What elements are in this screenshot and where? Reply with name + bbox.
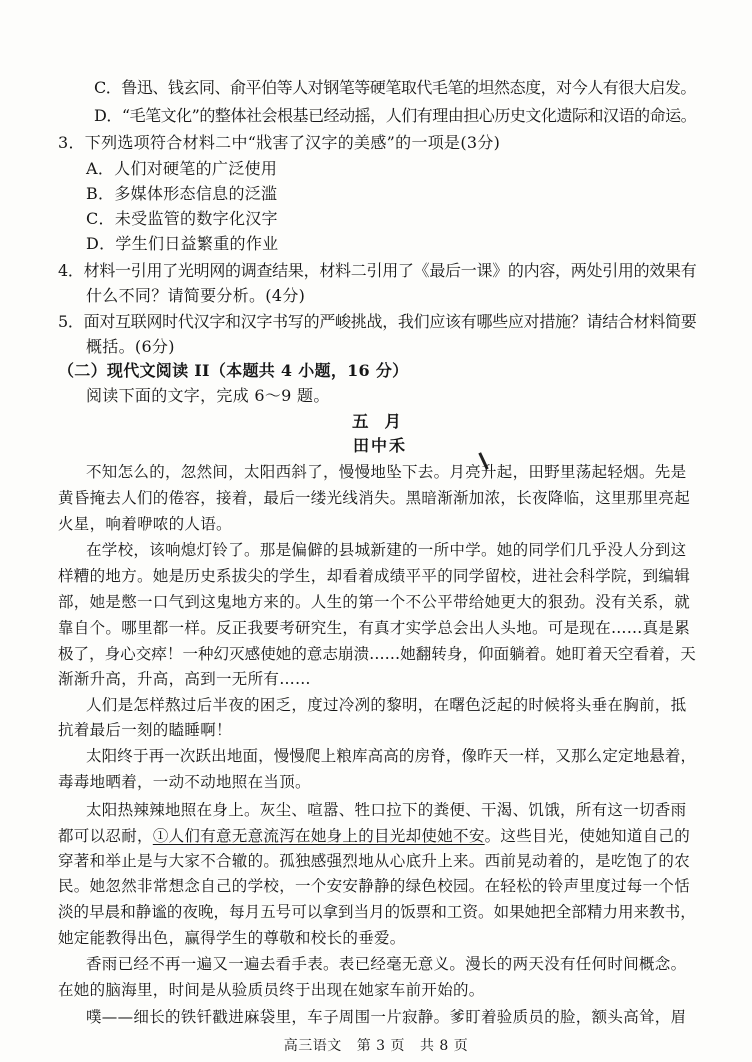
- p7-line1: 噗——细长的铁钎戳进麻袋里，车子周围一片寂静。爹盯着验质员的脸，额头高耸，眉: [86, 1008, 687, 1026]
- p2-line5: 极了，身心交瘁！一种幻灭感使她的意志崩溃……她翻转身，仰面躺着。她盯着天空看着，天: [58, 645, 696, 663]
- p1-line2: 黄昏掩去人们的倦容，接着，最后一缕光线消失。黑暗渐渐加浓，长夜降临，这里那里亮起: [58, 489, 691, 507]
- section-instruction: 阅读下面的文字，完成 6～9 题。: [86, 386, 330, 405]
- footer-subject: 高三语文: [283, 1038, 342, 1054]
- p4-line2: 毒毒地晒着，一动不动地照在当顶。: [58, 773, 311, 791]
- p6-line2: 在她的脑海里，时间是从验质员终于出现在她家车前开始的。: [58, 981, 485, 999]
- q4-line1: 4．材料一引用了光明网的调查结果，材料二引用了《最后一课》的内容，两处引用的效果有: [58, 261, 697, 280]
- p5-line2-pre: 都可以忍耐，: [58, 827, 153, 845]
- q2-option-c: C．鲁迅、钱玄同、俞平伯等人对钢笔等硬笔取代毛笔的坦然态度，对今人有很大启发。: [94, 78, 696, 97]
- story-title: 五月: [352, 412, 417, 431]
- page-footer: [0, 1037, 752, 1055]
- story-author: 田中禾: [353, 436, 408, 455]
- p5-line3: 穿著和举止是与大家不合辙的。孤独感强烈地从心底升上来。西前晃动着的，是吃饱了的农: [58, 852, 691, 870]
- q3-stem: 3．下列选项符合材料二中“戕害了汉字的美感”的一项是(3分): [58, 133, 501, 152]
- p5-line2-post: 。这些目光，使她知道自己的: [484, 827, 691, 845]
- q4-line2: 什么不同？请简要分析。(4分): [86, 286, 306, 305]
- q3-option-b: B．多媒体形态信息的泛滥: [86, 184, 278, 203]
- p2-line4: 靠自个。哪里都一样。反正我要考研究生，有真才实学总会出人头地。可是现在……真是累: [58, 619, 691, 637]
- footer-total-pages: 共 8 页: [419, 1038, 469, 1054]
- p6-line1: 香雨已经不再一遍又一遍去看手表。表已经毫无意义。漫长的两天没有任何时间概念。: [86, 955, 687, 973]
- q5-line1: 5．面对互联网时代汉字和汉字书写的严峻挑战，我们应该有哪些应对措施？请结合材料简要: [58, 312, 697, 331]
- p2-line6: 渐渐升高，升高，高到一无所有……: [58, 670, 311, 688]
- p1-line1: 不知怎么的，忽然间，太阳西斜了，慢慢地坠下去。月亮升起，田野里荡起轻烟。先是: [86, 463, 687, 481]
- p1-line3: 火星，响着咿哝的人语。: [58, 515, 232, 533]
- p4-line1: 太阳终于再一次跃出地面，慢慢爬上粮库高高的房脊，像昨天一样，又那么定定地悬着，: [86, 747, 697, 765]
- p2-line3: 部，她是憋一口气到这鬼地方来的。人生的第一个不公平带给她更大的狠劲。没有关系，就: [58, 593, 691, 611]
- p2-line1: 在学校，该响熄灯铃了。那是偏僻的县城新建的一所中学。她的同学们几乎没人分到这: [86, 541, 687, 559]
- p3-line2: 抗着最后一刻的瞌睡啊！: [58, 721, 232, 739]
- p3-line1: 人们是怎样熬过后半夜的困乏，度过冷冽的黎明，在曙色泛起的时候将头垂在胸前，抵: [86, 696, 687, 714]
- p5-line4: 民。她忽然非常想念自己的学校，一个安安静静的绿色校园。在轻松的铃声里度过每一个恬: [58, 877, 691, 895]
- footer-page-number: 第 3 页: [356, 1038, 405, 1054]
- p5-line1: 太阳热辣辣地照在身上。灰尘、喧嚣、牲口拉下的粪便、干渴、饥饿，所有这一切香雨: [86, 801, 687, 819]
- q2-option-d: D．“毛笔文化”的整体社会根基已经动摇，人们有理由担心历史文化遗际和汉语的命运。: [94, 106, 697, 125]
- section-heading: （二）现代文阅读 II（本题共 4 小题，16 分）: [58, 361, 409, 380]
- p2-line2: 样糟的地方。她是历史系拔尖的学生，却看着成绩平平的同学留校，进社会科学院，到编辑: [58, 567, 691, 585]
- p5-line6: 她定能教得出色，赢得学生的尊敬和校长的垂爱。: [58, 929, 406, 947]
- q3-option-a: A．人们对硬笔的广泛使用: [86, 159, 278, 178]
- p5-line2: [58, 826, 690, 846]
- q3-option-c: C．未受监管的数字化汉字: [86, 209, 278, 228]
- p5-underlined-sentence: ①人们有意无意流泻在她身上的目光却使她不安: [152, 827, 485, 845]
- q3-option-d: D．学生们日益繁重的作业: [86, 234, 279, 253]
- p5-line5: 淡的早晨和静谧的夜晚，每月五号可以拿到当月的饭票和工资。如果她把全部精力用来教书，: [58, 903, 696, 921]
- q5-line2: 概括。(6分): [86, 337, 175, 356]
